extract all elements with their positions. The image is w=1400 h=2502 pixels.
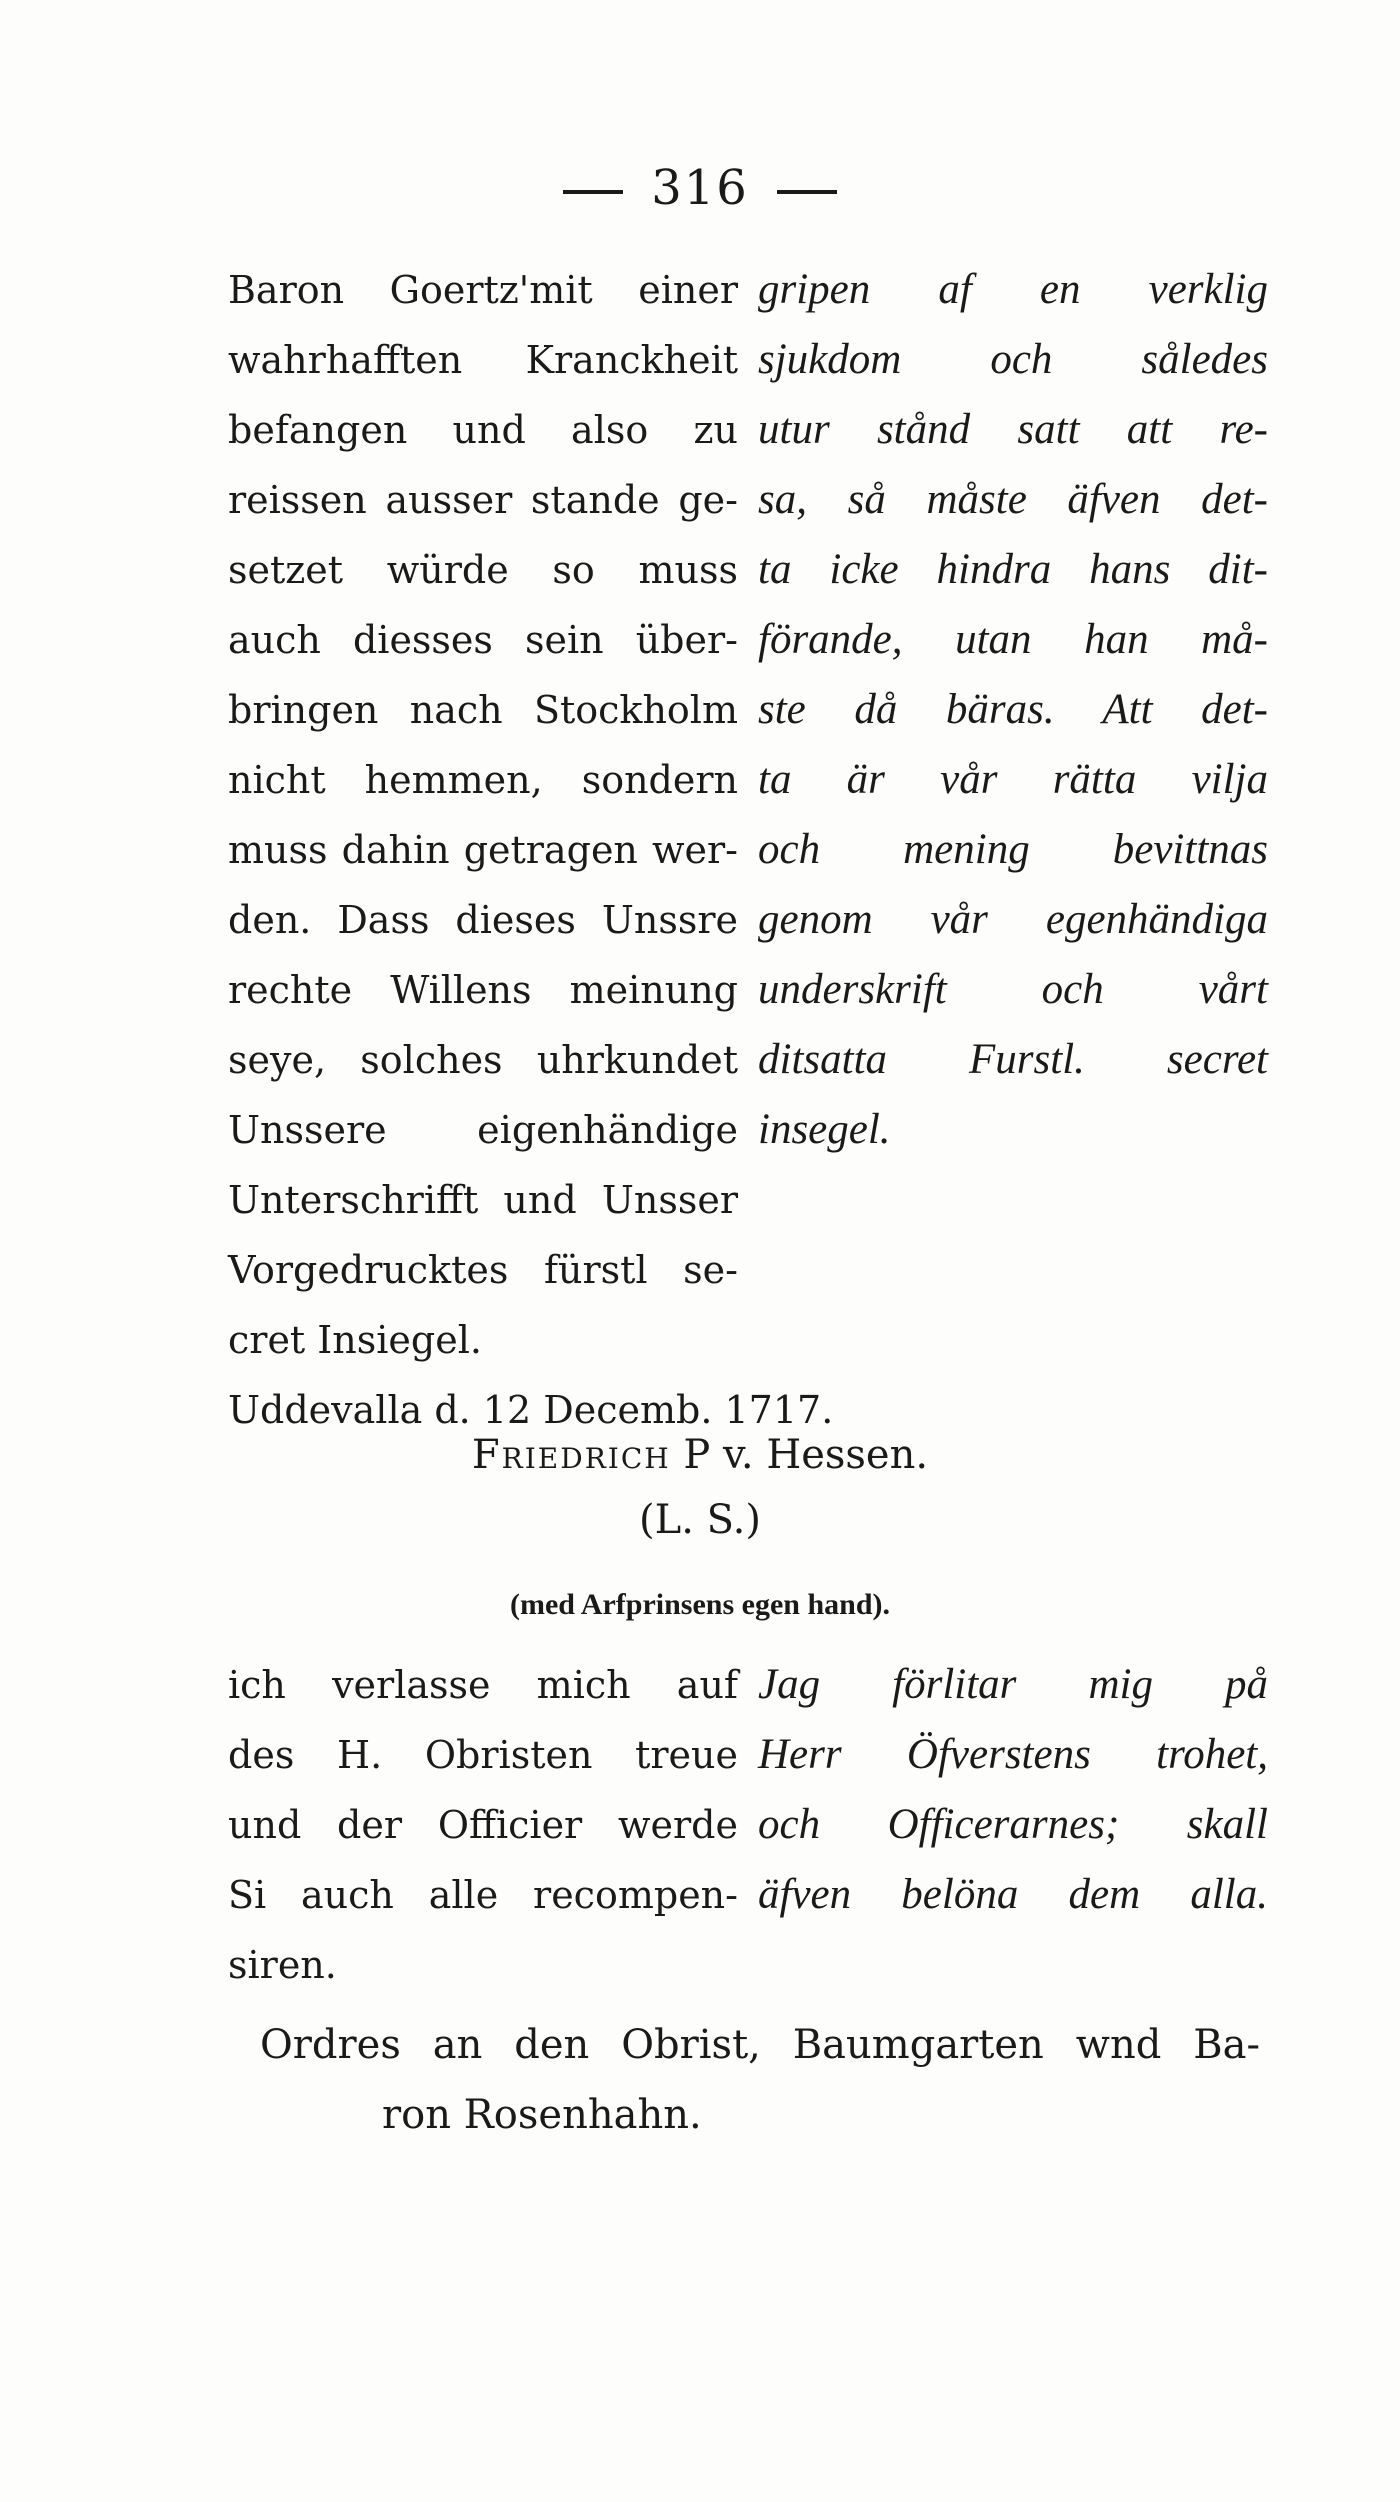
text-row: [228, 955, 1268, 1025]
german-text: Unssere eigenhändige: [228, 1108, 738, 1152]
text-row: [228, 1095, 1268, 1165]
german-text: Vorgedrucktes fürstl se-: [228, 1248, 738, 1292]
german-text: ich verlasse mich auf: [228, 1663, 738, 1707]
german-text: setzet würde so muss: [228, 548, 738, 592]
text-row: [228, 815, 1268, 885]
text-row: [228, 1650, 1268, 1720]
heading-line-1: Ordres an den Obrist, Baumgarten wnd Ba-: [260, 2022, 1260, 2068]
text-row: [228, 535, 1268, 605]
german-text: cret Insiegel.: [228, 1318, 482, 1362]
swedish-text: och Officerarnes; skall: [758, 1801, 1268, 1848]
text-row: [228, 1720, 1268, 1790]
swedish-text: ta icke hindra hans dit-: [758, 546, 1268, 593]
date-line: Uddevalla d. 12 Decemb. 1717.: [228, 1388, 834, 1432]
text-row: [228, 465, 1268, 535]
swedish-text: Herr Öfverstens trohet,: [758, 1731, 1268, 1778]
signature-note: (med Arfprinsens egen hand).: [509, 1588, 891, 1621]
text-row: [228, 605, 1268, 675]
section-heading: [260, 2010, 1260, 2150]
text-row: [228, 395, 1268, 465]
german-text: reissen ausser stande ge-: [228, 478, 738, 522]
swedish-text: äfven belöna dem alla.: [758, 1871, 1268, 1918]
heading-line-2: ron Rosenhahn.: [382, 2092, 702, 2138]
signature-line: [0, 1420, 1400, 1490]
german-text: Si auch alle recompen-: [228, 1873, 738, 1917]
german-text: des H. Obristen treue: [228, 1733, 738, 1777]
page-header: [0, 160, 1400, 216]
text-row: [228, 1790, 1268, 1860]
german-text: Baron Goertz'mit einer: [228, 268, 738, 312]
german-text: bringen nach Stockholm: [228, 688, 738, 732]
signature-name: Friedrich: [471, 1432, 671, 1478]
german-text: den. Dass dieses Unssre: [228, 898, 738, 942]
page-number: 316: [651, 160, 749, 216]
text-row: [228, 325, 1268, 395]
german-text: seye, solches uhrkundet: [228, 1038, 738, 1082]
swedish-text: och mening bevittnas: [758, 826, 1268, 873]
text-row: [228, 885, 1268, 955]
text-row: [228, 1165, 1268, 1235]
swedish-text: sa, så måste äfven det-: [758, 476, 1268, 523]
header-dash-right: [777, 190, 837, 194]
text-row: [228, 1860, 1268, 1930]
swedish-text: utur stånd satt att re-: [758, 406, 1268, 453]
swedish-text: ste då bäras. Att det-: [758, 686, 1268, 733]
swedish-text: genom vår egenhändiga: [758, 896, 1268, 943]
text-row: [228, 1025, 1268, 1095]
swedish-text: underskrift och vårt: [758, 966, 1268, 1013]
german-text: auch diesses sein über-: [228, 618, 738, 662]
german-text: rechte Willens meinung: [228, 968, 738, 1012]
header-dash-left: [563, 190, 623, 194]
swedish-text: sjukdom och således: [758, 336, 1268, 383]
text-row: [228, 1235, 1268, 1305]
swedish-text: Jag förlitar mig på: [758, 1661, 1268, 1708]
swedish-text: förande, utan han må-: [758, 616, 1268, 663]
signature-rest: P v. Hessen.: [683, 1432, 929, 1478]
text-row: [228, 1305, 1268, 1375]
swedish-text: ditsatta Furstl. secret: [758, 1036, 1268, 1083]
swedish-text: ta är vår rätta vilja: [758, 756, 1268, 803]
text-row: [228, 1930, 1268, 2000]
german-text: nicht hemmen, sondern: [228, 758, 738, 802]
german-text: Unterschrifft und Unsser: [228, 1178, 738, 1222]
text-row: [228, 675, 1268, 745]
german-text: und der Officier werde: [228, 1803, 738, 1847]
german-text: wahrhafften Kranckheit: [228, 338, 738, 382]
swedish-text: insegel.: [758, 1106, 891, 1153]
german-text: siren.: [228, 1943, 337, 1987]
seal-mark: (L. S.): [639, 1497, 761, 1543]
german-text: muss dahin getragen wer-: [228, 828, 738, 872]
swedish-text: gripen af en verklig: [758, 266, 1268, 313]
german-text: befangen und also zu: [228, 408, 738, 452]
text-row: [228, 745, 1268, 815]
text-row: [228, 255, 1268, 325]
